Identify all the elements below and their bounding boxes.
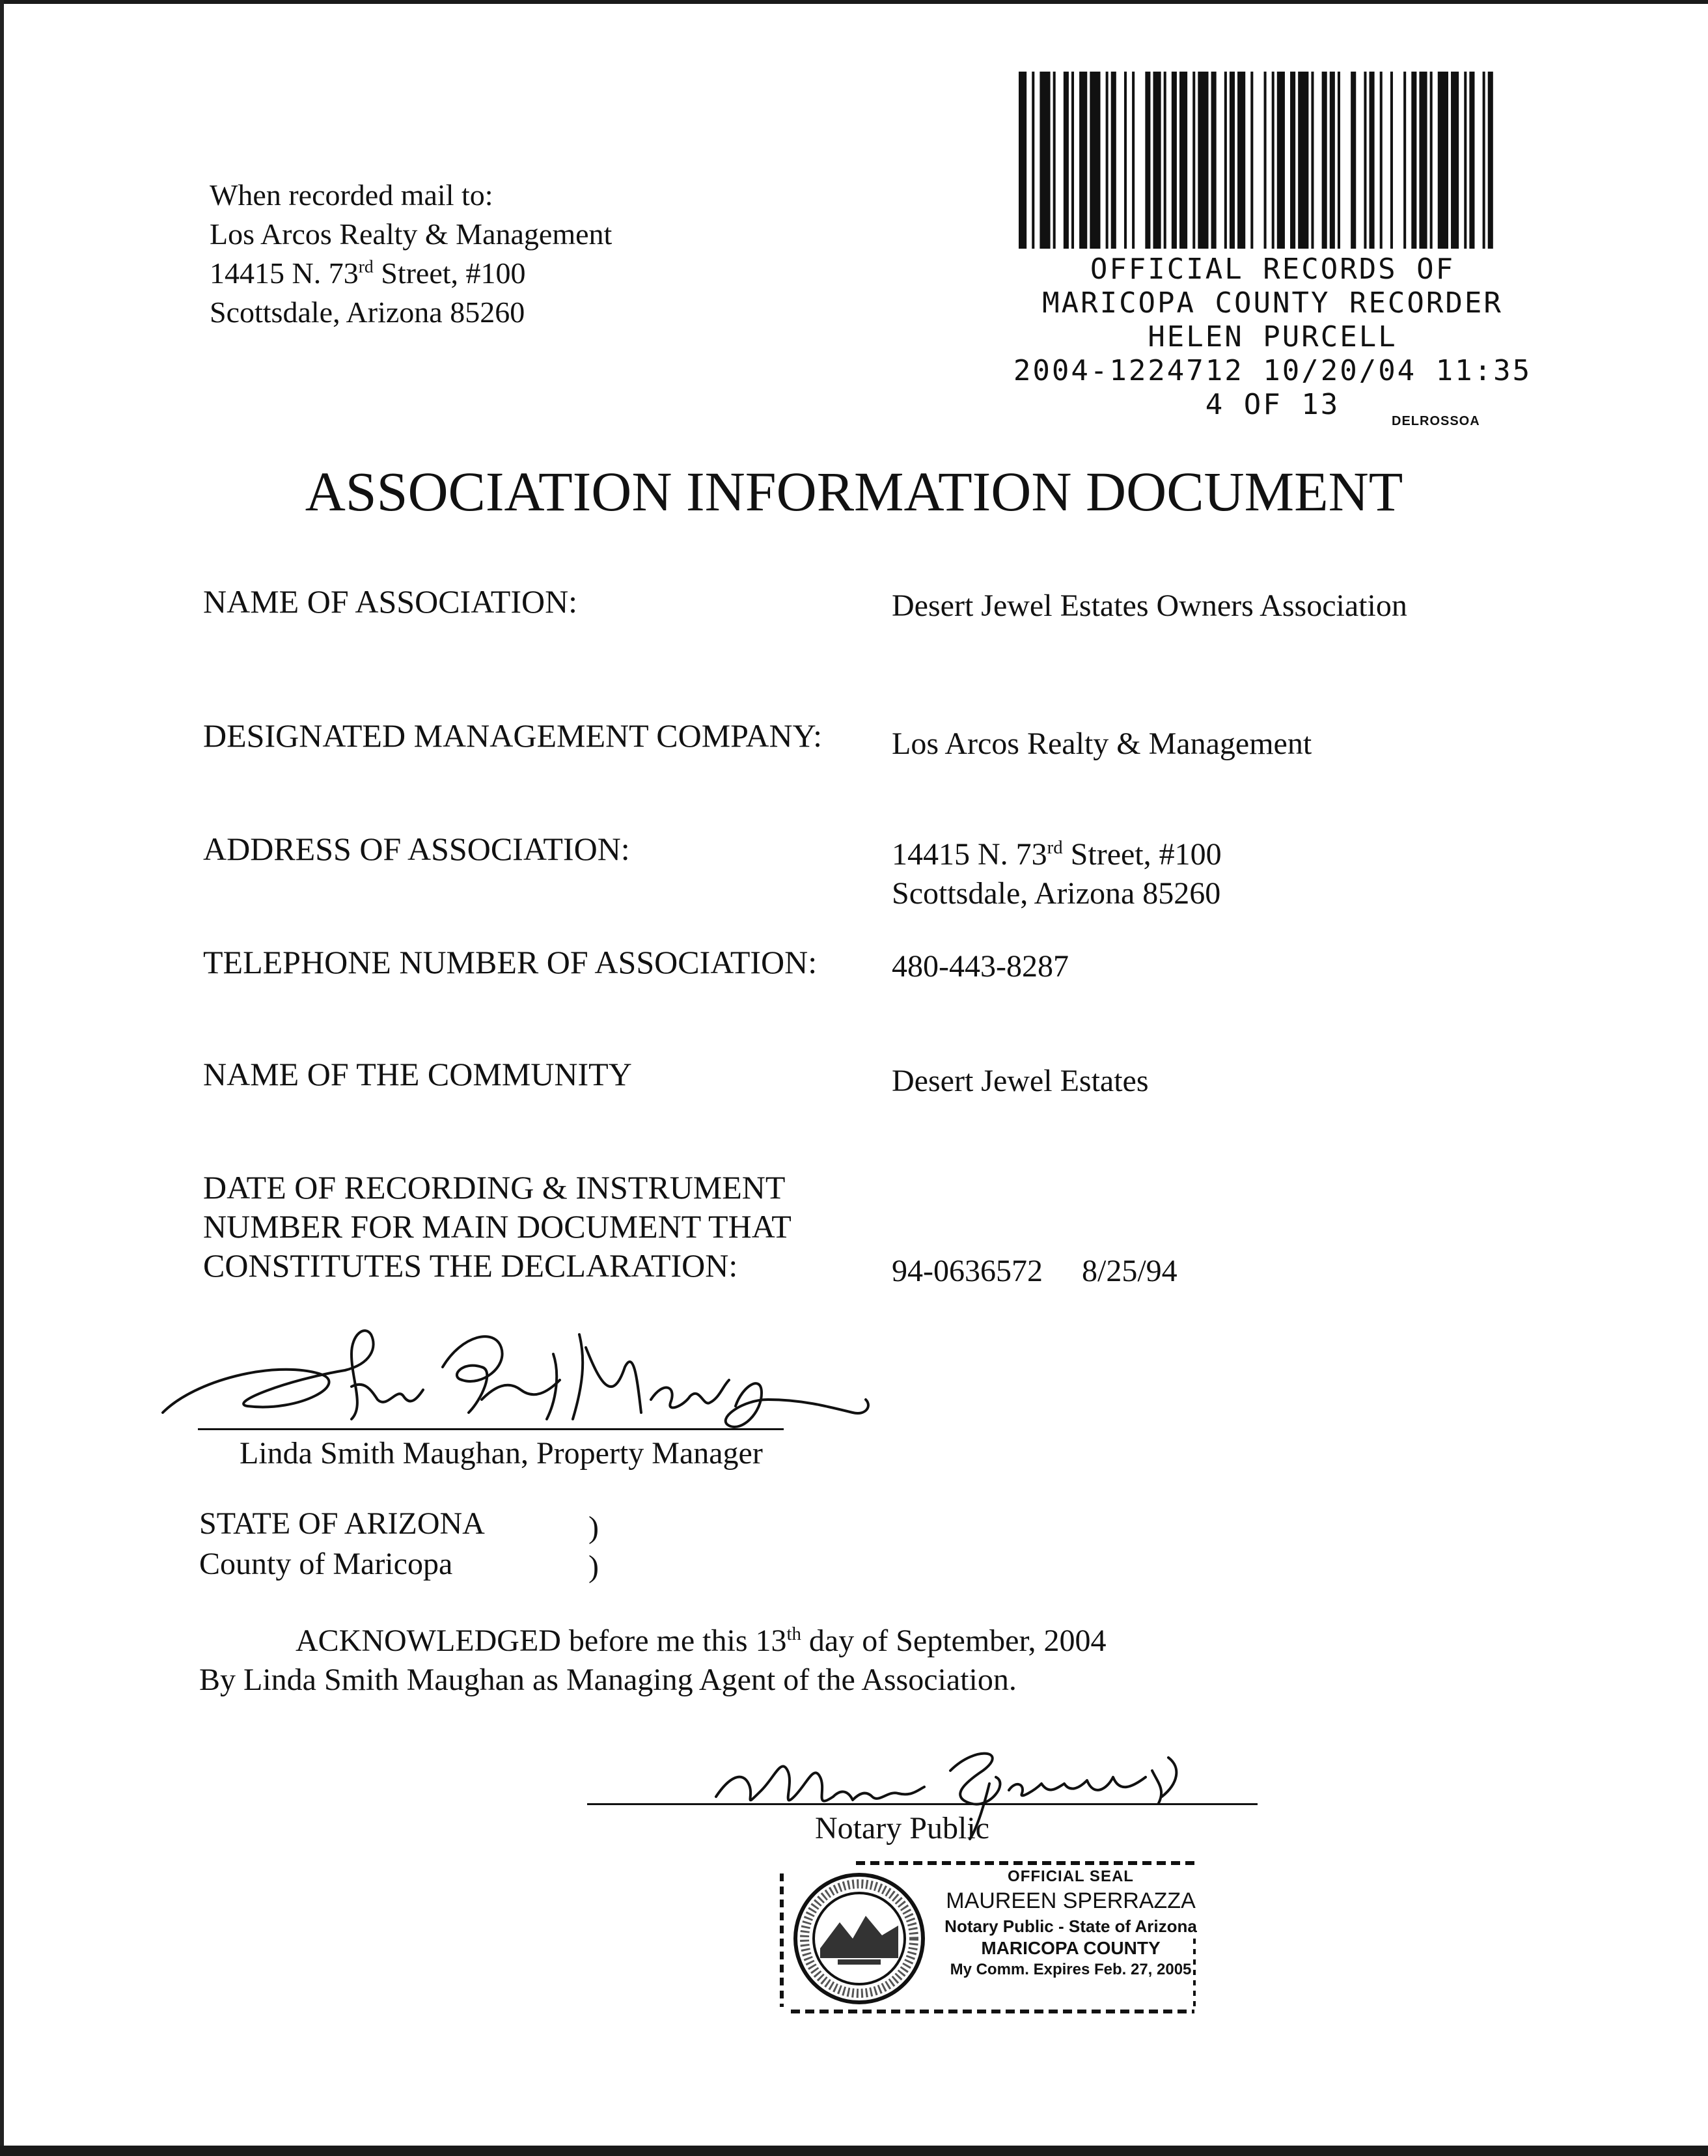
address-line-2: Scottsdale, Arizona 85260 [892,876,1221,911]
barcode-bar [1370,72,1375,249]
ordinal-suffix: rd [358,256,374,277]
notary-signature-line [587,1803,1258,1805]
barcode-bar [1464,72,1467,249]
barcode-bar [1111,72,1116,249]
barcode-bar [1390,72,1393,249]
barcode-bar [1040,72,1050,249]
acknowledgment-line-1 [296,1621,1107,1661]
barcode-bar [1488,72,1493,249]
stamp-header: OFFICIAL SEAL [1008,1868,1134,1885]
barcode-bar [1451,72,1459,249]
barcode-bar [1250,72,1253,249]
barcode-bar [1411,72,1416,249]
clerk-id: DELROSSOA [1392,414,1480,428]
telephone-value: 480-443-8287 [892,949,1069,984]
barcode-bar [1071,72,1074,249]
acknowledgment-text: ACKNOWLEDGED before me this 13 [296,1624,787,1658]
barcode-bar [1419,72,1427,249]
barcode-bar [1237,72,1245,249]
barcode-bar [1272,72,1274,249]
mail-to-line: When recorded mail to: [210,178,493,212]
barcode-bar [1311,72,1314,249]
barcode-bar [1351,72,1356,249]
barcode-bar [1430,72,1433,249]
mail-to-line: Los Arcos Realty & Management [210,217,613,251]
barcode-bar [1124,72,1127,249]
barcode-bar [1179,72,1187,249]
stamp-line: My Comm. Expires Feb. 27, 2005 [950,1961,1192,1978]
barcode-bar [1079,72,1087,249]
mail-to-block [210,176,612,332]
barcode-bar [1032,72,1034,249]
barcode-bar [1153,72,1161,249]
management-company-label: DESIGNATED MANAGEMENT COMPANY: [203,717,823,754]
barcode-bar [1064,72,1069,249]
barcode-bar [1298,72,1308,249]
community-name-label: NAME OF THE COMMUNITY [203,1056,632,1092]
barcode-bar [1192,72,1195,249]
barcode-bar [1224,72,1227,249]
state-seal-icon [795,1875,923,2002]
venue-county: County of Maricopa [199,1547,453,1581]
barcode-bar [1469,72,1474,249]
ordinal-suffix: rd [1047,837,1063,858]
venue-bracket: ) [588,1510,599,1545]
scan-edge [0,0,1708,4]
barcode-bar [1290,72,1295,249]
recorder-line: OFFICIAL RECORDS OF [1090,253,1455,286]
barcode-bar [1106,72,1109,249]
mail-to-street: 14415 N. 73 [210,256,359,290]
stamp-line: Notary Public - State of Arizona [944,1916,1197,1936]
barcode-bar [1380,72,1383,249]
barcode-bar [1277,72,1285,249]
barcode-bar [1019,72,1026,249]
scan-edge [0,2146,1708,2156]
barcode-bar [1438,72,1448,249]
document-title: ASSOCIATION INFORMATION DOCUMENT [305,460,1403,523]
barcode-bar [1090,72,1100,249]
mail-to-line: Scottsdale, Arizona 85260 [210,296,525,329]
declaration-label-line: CONSTITUTES THE DECLARATION: [203,1247,738,1284]
manager-signature [156,1308,885,1439]
acknowledgment-line-2: By Linda Smith Maughan as Managing Agent of the Association. [199,1663,1017,1697]
mail-to-line [210,254,612,293]
barcode-bar [1322,72,1327,249]
scan-edge [0,0,4,2156]
recorder-block [1002,253,1543,422]
venue-state: STATE OF ARIZONA [199,1506,485,1541]
recording-number: 2004-1224712 10/20/04 11:35 [1013,354,1532,387]
barcode-bar [1330,72,1335,249]
barcode-bar [1053,72,1056,249]
barcode-bar [1338,72,1340,249]
management-company-value: Los Arcos Realty & Management [892,726,1312,761]
stamp-line: MARICOPA COUNTY [981,1938,1161,1958]
signer-caption: Linda Smith Maughan, Property Manager [240,1436,763,1471]
telephone-label: TELEPHONE NUMBER OF ASSOCIATION: [203,944,818,980]
address-line-1 [892,835,1222,875]
declaration-value: 94-0636572 8/25/94 [892,1254,1178,1288]
community-name-value: Desert Jewel Estates [892,1064,1149,1098]
declaration-label-line: NUMBER FOR MAIN DOCUMENT THAT [203,1208,792,1245]
barcode-bar [1264,72,1267,249]
notary-caption: Notary Public [815,1811,989,1845]
page-count: 4 OF 13 [1205,388,1340,421]
barcode-bar [1172,72,1177,249]
barcode-bar [1198,72,1208,249]
recorder-line: MARICOPA COUNTY RECORDER [1042,286,1503,320]
recorder-line: HELEN PURCELL [1148,320,1398,353]
ordinal-suffix: th [786,1624,801,1644]
association-name-label: NAME OF ASSOCIATION: [203,583,578,620]
address-label: ADDRESS OF ASSOCIATION: [203,831,630,867]
acknowledgment-text-rest: day of September, 2004 [801,1624,1107,1658]
declaration-label-line: DATE OF RECORDING & INSTRUMENT [203,1169,786,1206]
address-street: 14415 N. 73 [892,837,1047,872]
association-name-value: Desert Jewel Estates Owners Association [892,588,1407,623]
barcode-bar [1483,72,1485,249]
barcode-bar [1364,72,1366,249]
venue-block [199,1504,485,1584]
stamp-notary-name: MAUREEN SPERRAZZA [946,1888,1196,1913]
barcode [1019,72,1504,249]
barcode-bar [1132,72,1135,249]
barcode-bar [1145,72,1150,249]
signature-line [198,1428,784,1430]
address-street-rest: Street, #100 [1062,837,1222,872]
mail-to-street-rest: Street, #100 [373,256,526,290]
venue-bracket: ) [588,1549,599,1584]
stamp-text [934,1867,1207,1980]
barcode-bar [1211,72,1217,249]
barcode-bar [1164,72,1166,249]
barcode-bar [1230,72,1235,249]
barcode-bar [1403,72,1406,249]
